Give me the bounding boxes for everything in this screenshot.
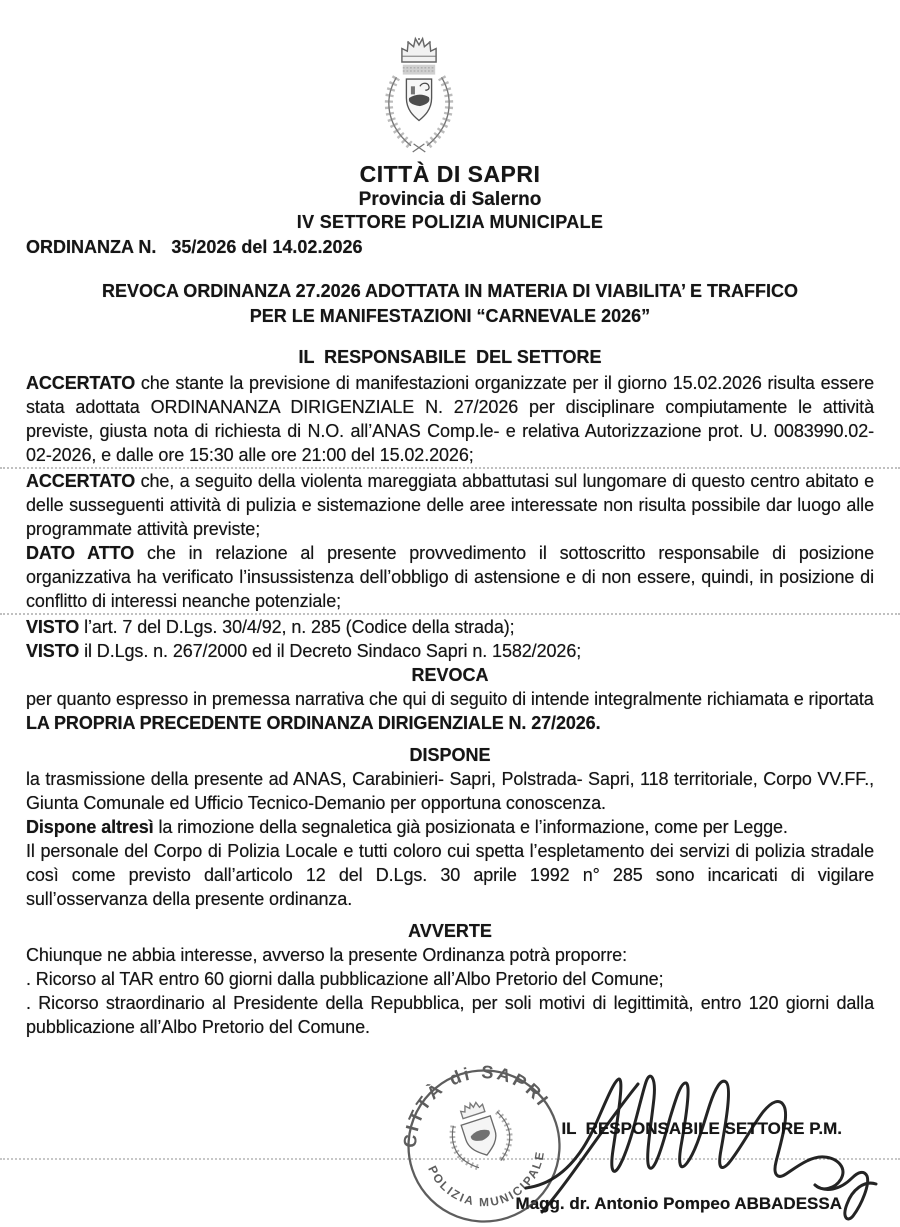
premise-lead: ACCERTATO: [26, 373, 136, 393]
premise-text: che, a seguito della violenta mareggiata abbattutasi sul lungomare di questo centro abitato e delle susseguenti attività di pulizia e sistemazione delle aree interessate non risulta possibile dar luogo alle programmate attività previste;: [26, 471, 874, 539]
dispone-paragraph-1: la trasmissione della presente ad ANAS, Carabinieri- Sapri, Polstrada- Sapri, 118 territoriale, Corpo VV.FF., Giunta Comunale ed Ufficio Tecnico-Demanio per opportuna conoscenza.: [26, 769, 874, 813]
department-line: IV SETTORE POLIZIA MUNICIPALE: [296, 212, 604, 232]
premise-accertato-1: [26, 371, 874, 467]
premise-visto-1: [26, 615, 874, 639]
avverte-item-2: . Ricorso straordinario al Presidente della Repubblica, per soli motivi di legittimità, entro 120 giorni dalla pubblicazione all’Albo Pretorio del Comune.: [26, 993, 874, 1037]
avverte-intro: Chiunque ne abbia interesse, avverso la presente Ordinanza potrà proporre:: [26, 945, 627, 965]
stamp-bottom-text: POLIZIA MUNICIPALE: [425, 1149, 548, 1210]
signer-role: IL RESPONSABILE SETTORE P.M.: [561, 1119, 842, 1138]
premise-lead: VISTO: [26, 617, 80, 637]
premise-dato-atto: [26, 541, 874, 613]
premise-lead: VISTO: [26, 641, 80, 661]
subject-title: [56, 279, 844, 329]
premise-lead: DATO ATTO: [26, 543, 135, 563]
subject-line-1: REVOCA ORDINANZA 27.2026 ADOTTATA IN MATERIA DI VIABILITA’ E TRAFFICO: [101, 281, 799, 301]
dispone-paragraph-2: [26, 815, 874, 839]
issuer-heading: IL RESPONSABILE DEL SETTORE: [298, 347, 602, 367]
avverte-item-1: . Ricorso al TAR entro 60 giorni dalla pubblicazione all’Albo Pretorio del Comune;: [26, 969, 664, 989]
avverte-heading: AVVERTE: [408, 921, 492, 941]
dispone-text: la rimozione della segnaletica già posizionata e l’informazione, come per Legge.: [158, 817, 788, 837]
dispone-lead: Dispone altresì: [26, 817, 154, 837]
stamp-top-text: CITTÀ di SAPRI: [399, 1061, 554, 1149]
signer-name: Magg. dr. Antonio Pompeo ABBADESSA: [515, 1194, 842, 1213]
city-title: CITTÀ DI SAPRI: [359, 161, 541, 187]
revoca-bold-text: LA PROPRIA PRECEDENTE ORDINANZA DIRIGENZIALE N. 27/2026.: [26, 713, 601, 733]
premise-text: che in relazione al presente provvedimento il sottoscritto responsabile di posizione organizzativa ha verificato l’insussistenza dell’obbligo di astensione e di non essere, quindi, in posizione di conflitto di interessi neanche potenziale;: [26, 543, 874, 611]
premise-accertato-2: [26, 469, 874, 541]
premise-text: l’art. 7 del D.Lgs. 30/4/92, n. 285 (Codice della strada);: [84, 617, 515, 637]
city-coat-of-arms-icon: [374, 34, 464, 162]
revoca-heading: REVOCA: [411, 665, 489, 685]
revoca-paragraph: [26, 687, 874, 735]
premise-text: il D.Lgs. n. 267/2000 ed il Decreto Sindaco Sapri n. 1582/2026;: [84, 641, 582, 661]
premise-text: che stante la previsione di manifestazioni organizzate per il giorno 15.02.2026 risulta essere stata adottata ORDINANANZA DIRIGENZIALE N. 27/2026 per disciplinare compiutamente le attività previste, giusta nota di richiesta di N.O. all’ANAS Comp.le- e relativa Autorizzazione prot. U. 0083990.02-02-2026, e dalle ore 15:30 alle ore 21:00 del 15.02.2026;: [26, 373, 874, 465]
subject-line-2: PER LE MANIFESTAZIONI “CARNEVALE 2026”: [249, 306, 651, 326]
ordinance-number-line: ORDINANZA N. 35/2026 del 14.02.2026: [26, 237, 363, 257]
premise-visto-2: [26, 639, 874, 663]
police-office-stamp-icon: [398, 1060, 570, 1227]
province-subtitle: Provincia di Salerno: [358, 189, 542, 210]
premise-lead: ACCERTATO: [26, 471, 136, 491]
dispone-paragraph-3: Il personale del Corpo di Polizia Locale e tutti coloro cui spetta l’espletamento dei servizi di polizia stradale così come previsto dall’articolo 12 del D.Lgs. 30 aprile 1992 n° 285 sono incaricati di vigilare sull’osservanza della presente ordinanza.: [26, 841, 874, 909]
revoca-text: per quanto espresso in premessa narrativa che qui di seguito di intende integralmente richiamata e riportata: [26, 689, 874, 709]
dispone-heading: DISPONE: [409, 745, 491, 765]
